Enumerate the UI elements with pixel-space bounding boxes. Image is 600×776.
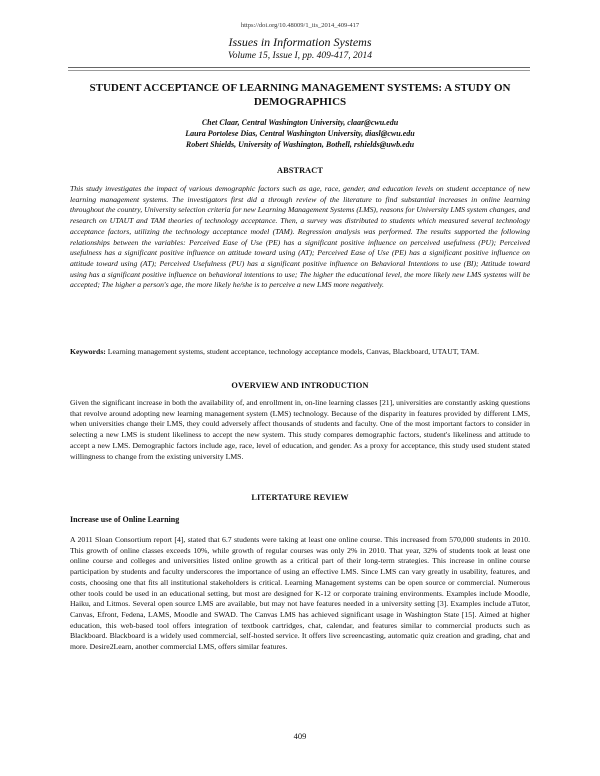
author-list — [70, 117, 530, 150]
doi-link[interactable]: https://doi.org/10.48009/1_iis_2014_409-417 — [240, 22, 360, 29]
paper-title: STUDENT ACCEPTANCE OF LEARNING MANAGEMENT SYSTEMS: A STUDY ON DEMOGRAPHICS — [89, 82, 511, 108]
literature-heading: LITERTATURE REVIEW — [251, 493, 349, 502]
volume-info: Volume 15, Issue I, pp. 409-417, 2014 — [227, 51, 373, 61]
keywords-text: Learning management systems, student acceptance, technology acceptance models, Canvas, Blackboard, UTAUT, TAM. — [105, 347, 479, 356]
author-line: Chet Claar, Central Washington University, claar@cwu.edu — [201, 118, 399, 127]
keywords-label: Keywords: — [70, 347, 106, 356]
author-line: Laura Portolese Dias, Central Washington University, diasl@cwu.edu — [185, 129, 415, 138]
overview-heading: OVERVIEW AND INTRODUCTION — [231, 381, 369, 390]
journal-name: Issues in Information Systems — [228, 35, 372, 49]
overview-text: Given the significant increase in both the availability of, and enrollment in, on-line learning classes [21], universities are constantly asking questions that revolve around adopting new learning management system (LMS) technology. Because of the disparity in features provided by different LMS, when universities change their LMS, they could adversely affect thousands of students and faculty. One of the most important factors to consider in selecting a new LMS is student likeliness to accept the new system. This study compares demographic factors, student's likeliness and attitude to accept a new LMS. Demographic factors include age, race, level of education, and gender. As a proxy for acceptance, this study used student stated willingness to change from the existing university LMS. — [70, 398, 530, 461]
author-line: Robert Shields, University of Washington, Bothell, rshields@uwb.edu — [185, 140, 415, 149]
literature-text: A 2011 Sloan Consortium report [4], stated that 6.7 students were taking at least one online course. This increased from 570,000 students in 2010. This growth of online classes exceeds 10%, while growth of regular courses was only 2% in 2010. That year, 32% of students took at least one online course and colleges and universities listed online growth as a critical part of their long-term strategies. This increase in online course participation by students and faculty underscores the importance of using an effective LMS. Since LMS can vary greatly in usability, features, and costs, choosing one that fits all institutional stakeholders is critical. Learning Management systems can be open source or commercial. Numerous other tools could be used in an educational setting, but most are designed for K-12 or corporate training environments. Examples include Moodle, Haiku, and Litmos. Several open source LMS are available, but may not have features needed in a university setting [3]. Examples include aTutor, Canvas, Efront, Fedena, LAMS, Moodle and SWAD. The Canvas LMS has achieved significant usage in Washington State [15]. Aimed at higher education, this web-based tool offers integration of textbook cartridges, chat, calendar, and features similar to commercial products such as Blackboard. Blackboard is a widely used commercial, self-hosted service. It offers live screencasting, automatic quiz creation and grading, chat and more. Desire2Learn, another commercial LMS, offers similar features. — [70, 535, 530, 652]
keywords — [70, 347, 530, 358]
abstract-heading: ABSTRACT — [277, 166, 323, 175]
literature-subheading: Increase use of Online Learning — [70, 515, 180, 524]
page-number: 409 — [293, 731, 307, 741]
abstract-text: This study investigates the impact of various demographic factors such as age, race, gender, and education levels on student acceptance of new learning management systems. The investigators first did a through review of the literature to find substantial increases in online learning throughout the country, University selection criteria for new Learning Management Systems (LMS), reasons for University LMS system changes, and research on UTAUT and TAM theories of technology acceptance. Then, a survey was distributed to students which measured several technology acceptance factors, utilizing the technology acceptance model (TAM). Regression analysis was performed. The results supported the following relationships between the variables: Perceived Ease of Use (PE) has a significant positive influence on perceived usefulness (PU); Perceived usefulness has a significant positive influence on attitude toward using (AT); Perceived Ease of Use (PE) has a significant positive influence on attitude toward using (AT); Perceived Usefulness (PU) has a significant positive influence on Behavioral Intentions to use (BI); Attitude toward using has a significant positive influence on behavioral intentions to use; The higher the educational level, the more likely new LMS systems will be accepted; The higher a person's age, the more likely he/she is to perceive a new LMS more negatively. — [70, 184, 530, 290]
header-rule — [68, 67, 530, 68]
header-rule-thin — [68, 70, 530, 71]
